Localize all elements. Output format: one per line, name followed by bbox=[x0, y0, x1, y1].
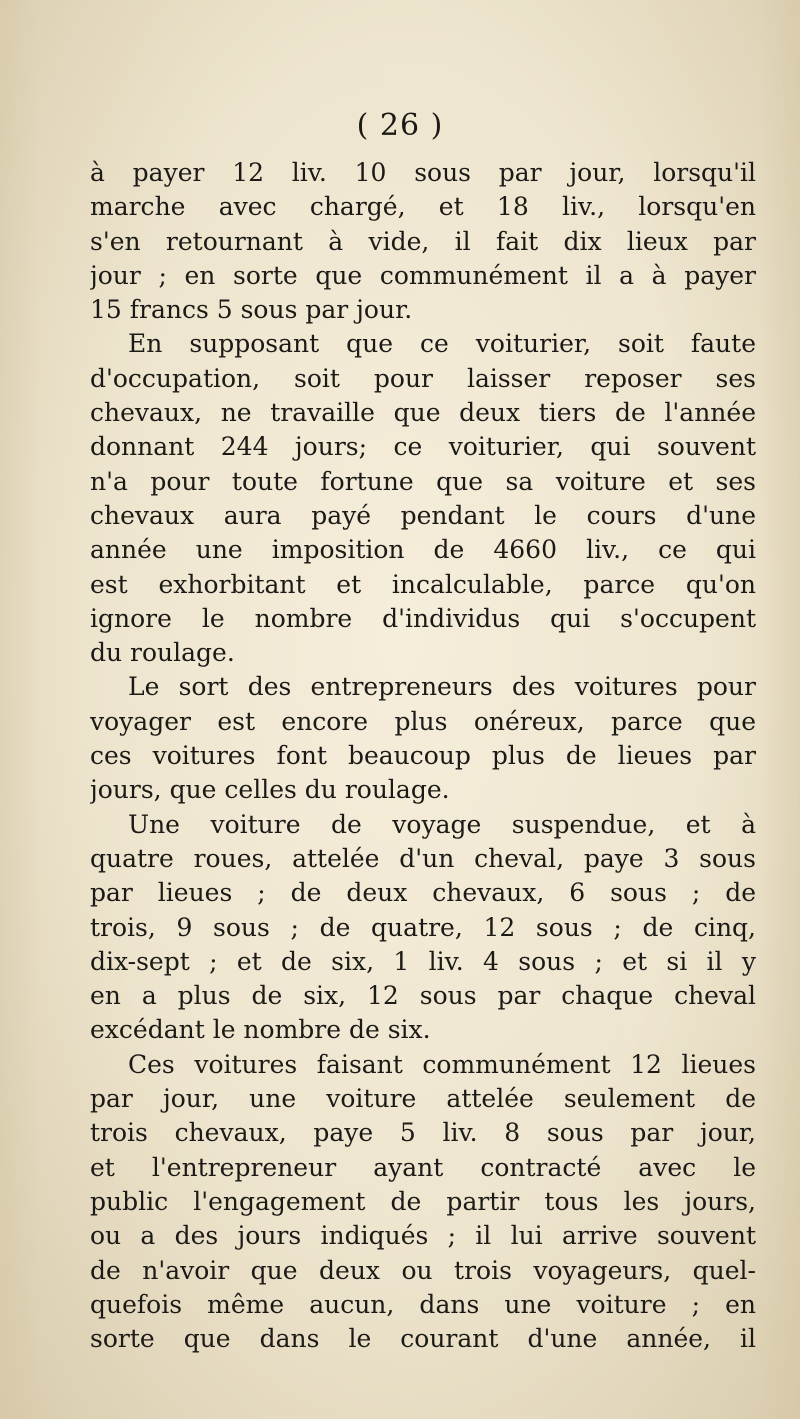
text-line: quatre roues, attelée d'un cheval, paye 3 sous bbox=[90, 843, 756, 873]
text-line: En supposant que ce voiturier, soit faute bbox=[128, 329, 756, 359]
text-line: à payer 12 liv. 10 sous par jour, lorsqu'il bbox=[90, 158, 756, 187]
text-line: ces voitures font beaucoup plus de lieues par bbox=[90, 741, 756, 771]
text-line: s'en retournant à vide, il fait dix lieux par bbox=[90, 226, 756, 256]
text-line: ignore le nombre d'individus qui s'occupent bbox=[90, 603, 756, 633]
text-line: d'occupation, soit pour laisser reposer ses bbox=[90, 363, 756, 393]
text-line: du roulage. bbox=[90, 638, 235, 668]
text-line: dix-sept ; et de six, 1 liv. 4 sous ; et si il y bbox=[90, 946, 756, 976]
text-line: par lieues ; de deux chevaux, 6 sous ; de bbox=[90, 878, 756, 908]
text-line: 15 francs 5 sous par jour. bbox=[90, 295, 413, 325]
text-line: public l'engagement de partir tous les jours, bbox=[90, 1186, 756, 1216]
text-line: année une imposition de 4660 liv., ce qui bbox=[90, 535, 756, 565]
text-line: donnant 244 jours; ce voiturier, qui souvent bbox=[90, 432, 756, 462]
text-line: est exhorbitant et incalculable, parce qu'on bbox=[90, 569, 756, 599]
text-line: jours, que celles du roulage. bbox=[90, 775, 450, 805]
text-line: jour ; en sorte que communément il a à payer bbox=[90, 260, 756, 290]
text-line: sorte que dans le courant d'une année, il bbox=[90, 1324, 756, 1354]
text-line: par jour, une voiture attelée seulement de bbox=[90, 1084, 756, 1114]
text-line: et l'entrepreneur ayant contracté avec le bbox=[90, 1152, 756, 1182]
text-line: trois chevaux, paye 5 liv. 8 sous par jour, bbox=[90, 1118, 756, 1148]
text-line: trois, 9 sous ; de quatre, 12 sous ; de cinq, bbox=[90, 912, 756, 942]
text-line: Une voiture de voyage suspendue, et à bbox=[128, 809, 756, 839]
text-line: chevaux, ne travaille que deux tiers de l'année bbox=[90, 398, 756, 428]
text-line: en a plus de six, 12 sous par chaque cheval bbox=[90, 981, 756, 1011]
text-line: marche avec chargé, et 18 liv., lorsqu'en bbox=[90, 192, 756, 222]
text-line: excédant le nombre de six. bbox=[90, 1015, 431, 1045]
page-number: ( 26 ) bbox=[356, 108, 444, 143]
text-line: Le sort des entrepreneurs des voitures pour bbox=[128, 672, 756, 702]
text-line: ou a des jours indiqués ; il lui arrive souvent bbox=[90, 1221, 756, 1251]
text-line: chevaux aura payé pendant le cours d'une bbox=[90, 500, 756, 530]
text-line: de n'avoir que deux ou trois voyageurs, quel- bbox=[90, 1255, 756, 1285]
text-line: n'a pour toute fortune que sa voiture et ses bbox=[90, 466, 756, 496]
text-line: voyager est encore plus onéreux, parce que bbox=[90, 706, 756, 736]
text-line: Ces voitures faisant communément 12 lieues bbox=[128, 1049, 756, 1079]
body-text bbox=[90, 156, 756, 1356]
text-line: quefois même aucun, dans une voiture ; en bbox=[90, 1289, 756, 1319]
